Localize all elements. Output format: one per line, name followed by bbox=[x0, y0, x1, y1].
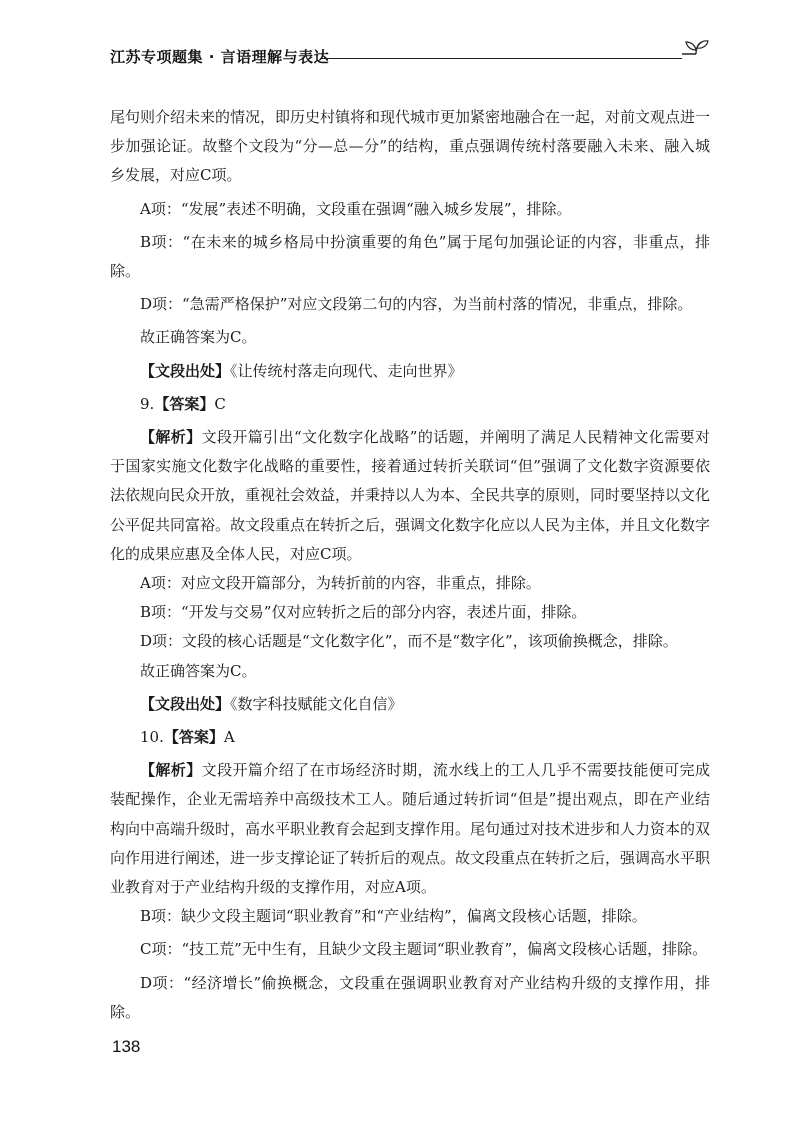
q8-option-a: A项：“发展”表述不明确，文段重在强调“融入城乡发展”，排除。 bbox=[140, 199, 572, 218]
q8-source bbox=[110, 357, 710, 386]
source-label: 【文段出处】 bbox=[140, 361, 231, 380]
analysis-label: 【解析】 bbox=[140, 428, 202, 447]
q8-option-d: D项：“急需严格保护”对应文段第二句的内容，为当前村落的情况，非重点，排除。 bbox=[140, 295, 693, 314]
q10-option-c: C项：“技工荒”无中生有，且缺少文段主题词“职业教育”，偏离文段核心话题，排除。 bbox=[140, 940, 708, 959]
q9-option-a: A项：对应文段开篇部分，为转折前的内容，非重点，排除。 bbox=[140, 574, 541, 593]
answer-value: C bbox=[214, 394, 226, 413]
q10-option-d: D项：“经济增长”偷换概念，文段重在强调职业教育对产业结构升级的支撑作用，排除。 bbox=[110, 973, 710, 1021]
source-title: 《数字科技赋能文化自信》 bbox=[230, 694, 403, 713]
q9-option-d: D项：文段的核心话题是“文化数字化”，而不是“数字化”，该项偷换概念，排除。 bbox=[140, 632, 678, 651]
running-header bbox=[110, 40, 710, 70]
q10-answer-line bbox=[110, 723, 710, 752]
page-content bbox=[110, 103, 710, 1027]
q9-conclusion: 故正确答案为C。 bbox=[140, 661, 257, 680]
question-number: 10. bbox=[140, 728, 164, 747]
q8-conclusion: 故正确答案为C。 bbox=[140, 328, 257, 347]
q9-analysis bbox=[110, 423, 710, 569]
analysis-label: 【解析】 bbox=[140, 761, 202, 780]
analysis-text: 文段开篇引出“文化数字化战略”的话题，并阐明了满足人民精神文化需要对于国家实施文化数字化战略的重要性，接着通过转折关联词“但”强调了文化数字资源要依法依规向民众开放，重视社会效益，并秉持以人为本、全民共享的原则，同时要坚持以文化公平促共同富裕。故文段重点在转折之后，强调文化数字化应以人民为主体，并且文化数字化的成果应惠及全体人民，对应C项。 bbox=[110, 428, 711, 563]
page-number: 138 bbox=[112, 1037, 141, 1056]
q9-answer-line bbox=[110, 390, 710, 419]
q10-analysis bbox=[110, 756, 710, 902]
continued-paragraph: 尾句则介绍未来的情况，即历史村镇将和现代城市更加紧密地融合在一起，对前文观点进一步加强论证。故整个文段为“分—总—分”的结构，重点强调传统村落要融入未来、融入城乡发展，对应C项。 bbox=[110, 108, 711, 185]
q9-source bbox=[110, 690, 710, 719]
q8-option-b: B项：“在未来的城乡格局中扮演重要的角色”属于尾句加强论证的内容，非重点，排除。 bbox=[110, 232, 710, 281]
q9-option-b: B项：“开发与交易”仅对应转折之后的部分内容，表述片面，排除。 bbox=[140, 603, 587, 622]
sprout-icon bbox=[680, 38, 710, 62]
source-label: 【文段出处】 bbox=[140, 694, 231, 713]
answer-value: A bbox=[223, 728, 235, 747]
source-title: 《让传统村落走向现代、走向世界》 bbox=[230, 361, 463, 380]
analysis-text: 文段开篇介绍了在市场经济时期，流水线上的工人几乎不需要技能便可完成装配操作，企业无需培养中高级技术工人。随后通过转折词“但是”提出观点，即在产业结构向中高端升级时，高水平职业教育会起到支撑作用。尾句通过对技术进步和人力资本的双向作用进行阐述，进一步支撑论证了转折后的观点。故文段重点在转折之后，强调高水平职业教育对于产业结构升级的支撑作用，对应A项。 bbox=[110, 761, 711, 897]
header-title: 江苏专项题集 · 言语理解与表达 bbox=[110, 48, 330, 66]
answer-label: 【答案】 bbox=[163, 728, 224, 747]
header-rule bbox=[320, 58, 682, 59]
q10-option-b: B项：缺少文段主题词“职业教育”和“产业结构”，偏离文段核心话题，排除。 bbox=[140, 907, 647, 926]
question-number: 9. bbox=[140, 394, 155, 413]
answer-label: 【答案】 bbox=[154, 394, 215, 413]
